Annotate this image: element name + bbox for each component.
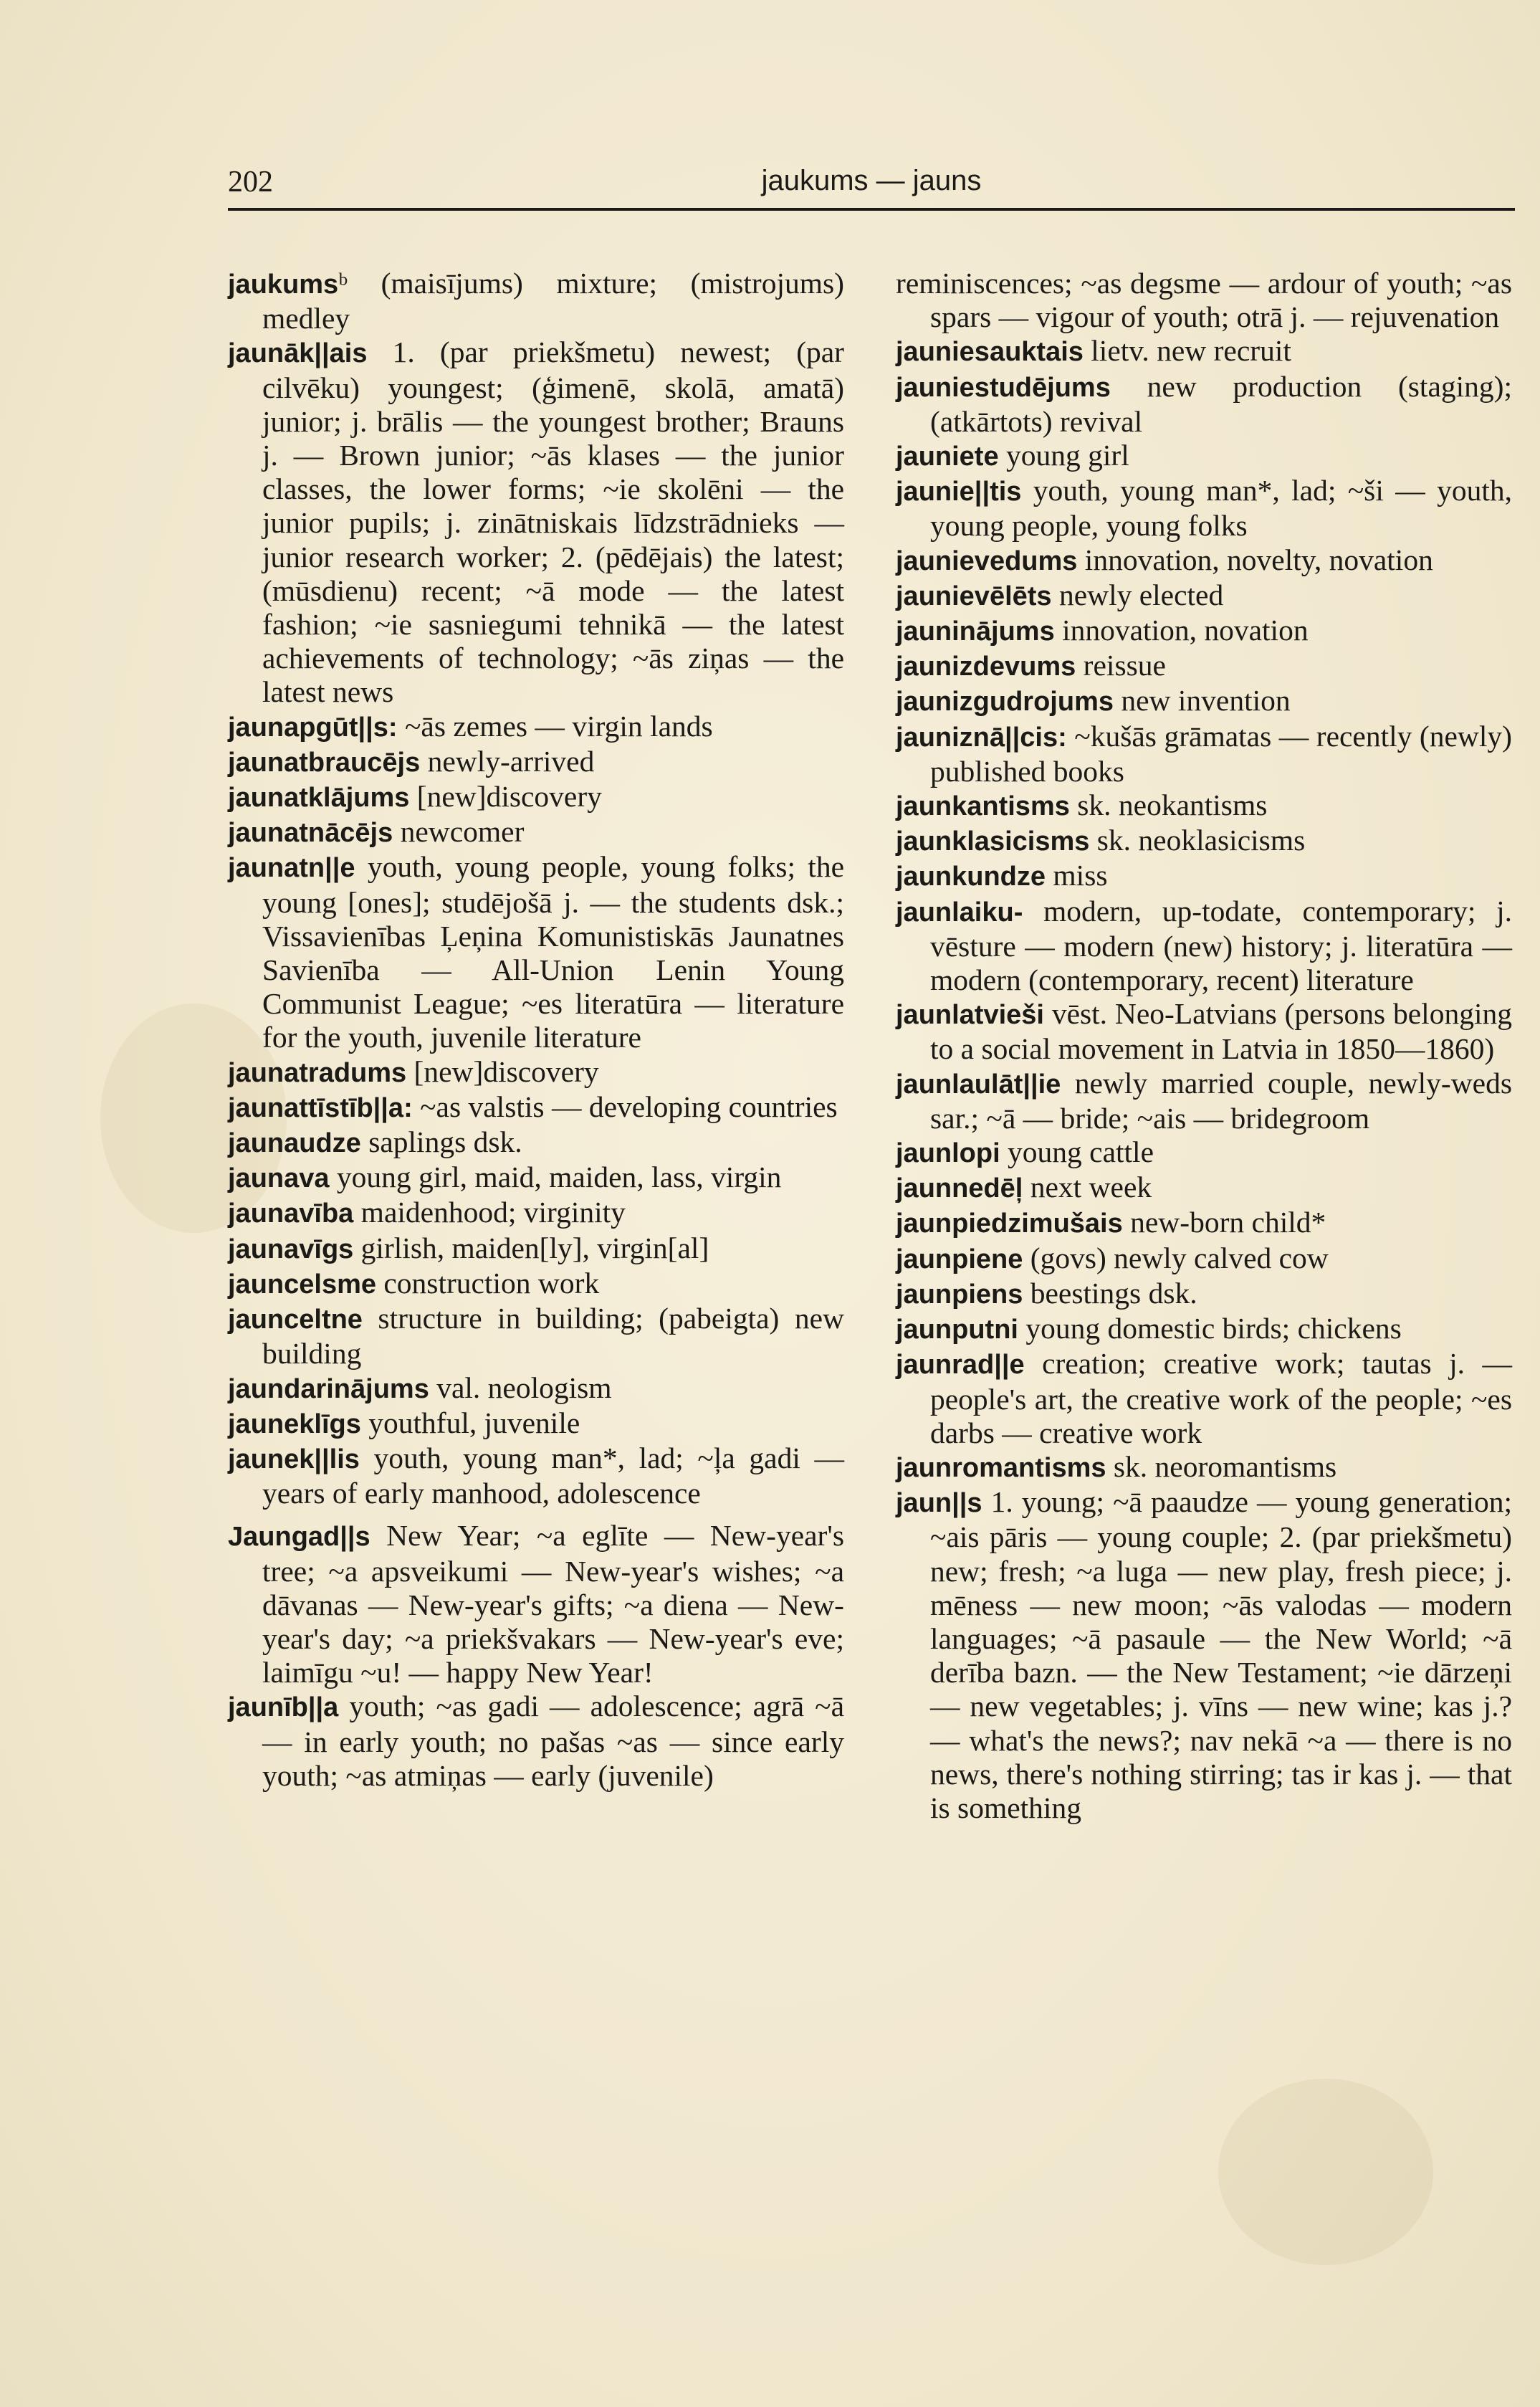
entry-definition: 1. young; ~ā paaudze — young generation; ~ais pāris — young couple; 2. (par priekšmetu) new; fresh; ~a luga — new play, fresh piece; j. mēness — new moon; ~ās valodas — modern languages; ~ā pasaule — the New World; ~ā derība bazn. — the New Testament; ~ie dārzeņi — new vegetables; j. vīns — new wine; kas j.? — what's the news?; nav nekā ~a — there is no news, there's nothing stirring; tas ir kas j. — that is something [930,1485,1512,1824]
entry-definition: creation; creative work; tautas j. — people's art, the creative work of the people; ~es darbs — creative work [930,1347,1512,1449]
entry-headword: jaunek||lis [228,1444,360,1474]
entry-headword: jaunklasicisms [896,826,1090,857]
entry-headword: jaunlaulāt||ie [896,1069,1061,1100]
page-header [228,159,1515,209]
dictionary-entry [228,335,844,709]
entry-headword: jaunapgūt||s: [228,712,398,743]
dictionary-entry [228,1231,844,1267]
entry-headword: jaunkantisms [896,791,1070,822]
entry-headword: jaunīb||a [228,1692,339,1723]
dictionary-entry [896,720,1512,788]
dictionary-entry [228,745,844,780]
entry-headword: jauneklīgs [228,1409,361,1439]
entry-headword: jaunattīstīb||a: [228,1092,413,1123]
entry-headword: jaunputni [896,1315,1018,1345]
entry-headword: jauniznā||cis: [896,722,1067,753]
entry-definition: next week [1023,1171,1152,1204]
entry-headword: jauniestudējums [896,372,1111,403]
entry-headword: jaunavība [228,1198,354,1229]
dictionary-entry [896,859,1512,894]
dictionary-entry [228,710,844,745]
entry-headword: jaunpiens [896,1279,1023,1310]
dictionary-entry [228,850,844,1054]
dictionary-entry [896,1347,1512,1450]
dictionary-entry [896,824,1512,859]
paper-stain [1218,2079,1433,2265]
entry-headword: jaunievēlēts [896,581,1052,611]
entry-definition: val. neologism [429,1371,612,1404]
entry-definition: ~kušās grāmatas — recently (newly) published books [930,719,1512,788]
entry-headword: jauncelsme [228,1269,376,1300]
dictionary-entry [228,780,844,815]
entry-definition: young cattle [1000,1135,1154,1169]
dictionary-entry [228,1267,844,1302]
entry-headword: jaundarinājums [228,1373,429,1404]
entry-headword: jaunizgudrojums [896,687,1114,718]
dictionary-entry [228,1519,844,1689]
entry-definition: young domestic birds; chickens [1018,1312,1402,1345]
entry-headword: jaunatradums [228,1057,407,1088]
dictionary-entry [896,543,1512,578]
entry-definition: newly-arrived [420,744,595,778]
entry-definition: youth, young man*, lad; ~ši — youth, young people, young folks [930,474,1512,543]
entry-headword: jauniete [896,442,999,472]
entry-definition: sk. neokantisms [1069,788,1268,822]
right-column [896,267,1512,1825]
entry-headword: jaunlatvieši [896,1000,1044,1031]
entry-headword: jaunatklājums [228,783,410,814]
entry-definition: innovation, novation [1054,614,1309,647]
entry-definition: youthful, juvenile [360,1406,580,1439]
dictionary-entry [228,1055,844,1090]
dictionary-entry [896,1241,1512,1277]
running-head: jaukums — jauns [761,165,982,196]
entry-headword: jaunie||tis [896,477,1022,507]
dictionary-entry [896,1312,1512,1347]
entry-headword: jaunievedums [896,545,1078,576]
dictionary-entry [228,1689,844,1793]
entry-definition: reissue [1076,649,1166,682]
entry-headword: jaunnedēļ [896,1173,1023,1204]
dictionary-entry [228,1406,844,1441]
entry-definition: saplings dsk. [360,1125,522,1159]
entry-definition: miss [1046,859,1108,892]
dictionary-entry [896,439,1512,474]
entry-definition: (govs) newly calved cow [1023,1241,1329,1274]
entry-definition: sk. neoromantisms [1106,1449,1337,1483]
entry-definition: ~as valstis — developing countries [412,1090,838,1123]
entry-headword: jaunaudze [228,1128,361,1159]
dictionary-entry [896,1206,1512,1241]
dictionary-entry [896,1277,1512,1312]
entry-headword: jaunpiene [896,1244,1023,1274]
dictionary-entry [896,1450,1512,1485]
entry-headword: jaukums [228,270,339,300]
entry-definition: newly elected [1051,578,1224,611]
entry-definition: reminiscences; ~as degsme — ardour of youth; ~as spars — vigour of youth; otrā j. — rejuvenation [896,267,1512,334]
entry-definition: construction work [376,1266,600,1300]
dictionary-entry [896,614,1512,649]
dictionary-entry [896,474,1512,543]
entry-definition: new production (staging); (atkārtots) revival [930,369,1512,438]
entry-definition: New Year; ~a eglīte — New-year's tree; ~a apsveikumi — New-year's wishes; ~a dāvanas — New-year's gifts; ~a diena — New-year's day; ~a priekšvakars — New-year's eve; laimīgu ~u! — happy New Year! [262,1519,844,1689]
dictionary-entry [228,1302,844,1371]
entry-definition: vēst. Neo-Latvians (persons belonging to a social movement in Latvia in 1850—1860) [930,997,1512,1066]
dictionary-entry [228,1371,844,1406]
entry-headword: jaunatn||e [228,853,355,884]
dictionary-entry [896,684,1512,719]
entry-headword: jaunlopi [896,1138,1000,1169]
dictionary-entry [228,1196,844,1231]
entry-headword: jaunāk||ais [228,338,368,369]
dictionary-entry [896,997,1512,1066]
dictionary-entry [896,649,1512,684]
dictionary-entry [896,1135,1512,1171]
entry-headword: jaunatnācējs [228,818,393,849]
entry-definition: modern, up-todate, contemporary; j. vēsture — modern (new) history; j. literatūra — modern (contemporary, recent) literature [930,894,1512,997]
entry-definition: innovation, novelty, novation [1077,543,1433,576]
entry-headword: jaunatbraucējs [228,747,421,778]
entry-headword: jaunkundze [896,862,1046,892]
entry-headword: Jaungad||s [228,1522,370,1553]
entry-definition: youth, young people, young folks; the young [ones]; studējošā j. — the students dsk.; Vissavienības Ļeņina Komunistiskās Jaunatnes Savienība — All-Union Lenin Young Communist League; ~es literatūra — literature for the youth, juvenile literature [262,850,844,1054]
entry-headword: jaunpiedzimušais [896,1209,1123,1239]
entry-definition: lietv. new recruit [1083,334,1291,368]
dictionary-entry [896,788,1512,824]
dictionary-entry [228,1160,844,1196]
entry-headword: jaun||s [896,1488,982,1519]
dictionary-entry [228,1090,844,1125]
header-rule [228,208,1515,211]
dictionary-entry [228,815,844,850]
dictionary-entry [228,1441,844,1510]
entry-headword: jaunizdevums [896,652,1076,682]
left-column [228,267,844,1793]
entry-definition: structure in building; (pabeigta) new building [262,1302,844,1371]
entry-headword: jauniesauktais [896,337,1084,368]
dictionary-entry [896,1171,1512,1206]
entry-definition: ~ās zemes — virgin lands [397,709,713,743]
entry-definition: 1. (par priekšmetu) newest; (par cilvēku) youngest; (ģimenē, skolā, amatā) junior; j. brālis — the youngest brother; Brauns j. — Brown junior; ~ās klases — the junior classes, the lower forms; ~ie skolēni — the junior pupils; j. zinātniskais līdzstrādnieks — junior research worker; 2. (pēdējais) the latest; (mūsdienu) recent; ~ā mode — the latest fashion; ~ie sasniegumi tehnikā — the latest achievements of technology; ~ās ziņas — the latest news [262,335,844,709]
entry-definition: young girl [998,439,1129,472]
entry-definition: girlish, maiden[ly], virgin[al] [353,1231,709,1264]
entry-definition: new invention [1114,684,1291,718]
entry-headword: jaunceltne [228,1305,363,1335]
entry-headword: jaunava [228,1163,330,1194]
entry-definition: youth; ~as gadi — adolescence; agrā ~ā — in early youth; no pašas ~as — since early youth; ~as atmiņas — early (juvenile) [262,1689,844,1792]
dictionary-entry [896,334,1512,369]
entry-headword: jauninājums [896,616,1055,647]
entry-headword: jaunromantisms [896,1452,1106,1483]
entry-definition: ᵇ (maisījums) mixture; (mistrojums) medley [262,267,844,335]
entry-definition: sk. neoklasicisms [1089,824,1306,857]
entry-definition: [new]discovery [406,1054,599,1088]
entry-headword: jaunrad||e [896,1350,1025,1381]
entry-headword: jaunavīgs [228,1234,354,1264]
dictionary-entry [896,370,1512,439]
dictionary-entry [896,895,1512,998]
dictionary-entry [896,1485,1512,1825]
dictionary-entry [228,1125,844,1160]
entry-definition: maidenhood; virginity [353,1196,626,1229]
entry-definition: [new]discovery [409,780,602,814]
page-number: 202 [228,166,273,199]
entry-headword: jaunlaiku- [896,897,1023,928]
entry-definition: youth, young man*, lad; ~ļa gadi — years of early manhood, adolescence [262,1441,844,1510]
dictionary-entry [896,1067,1512,1135]
entry-definition: young girl, maid, maiden, lass, virgin [329,1160,782,1194]
entry-definition: beestings dsk. [1023,1276,1197,1310]
dictionary-entry [896,578,1512,614]
entry-definition: newly married couple, newly-weds sar.; ~ā — bride; ~ais — bridegroom [930,1066,1512,1135]
entry-definition: new-born child* [1122,1206,1326,1239]
dictionary-entry [896,267,1512,334]
dictionary-entry [228,267,844,335]
entry-definition: newcomer [393,815,525,849]
